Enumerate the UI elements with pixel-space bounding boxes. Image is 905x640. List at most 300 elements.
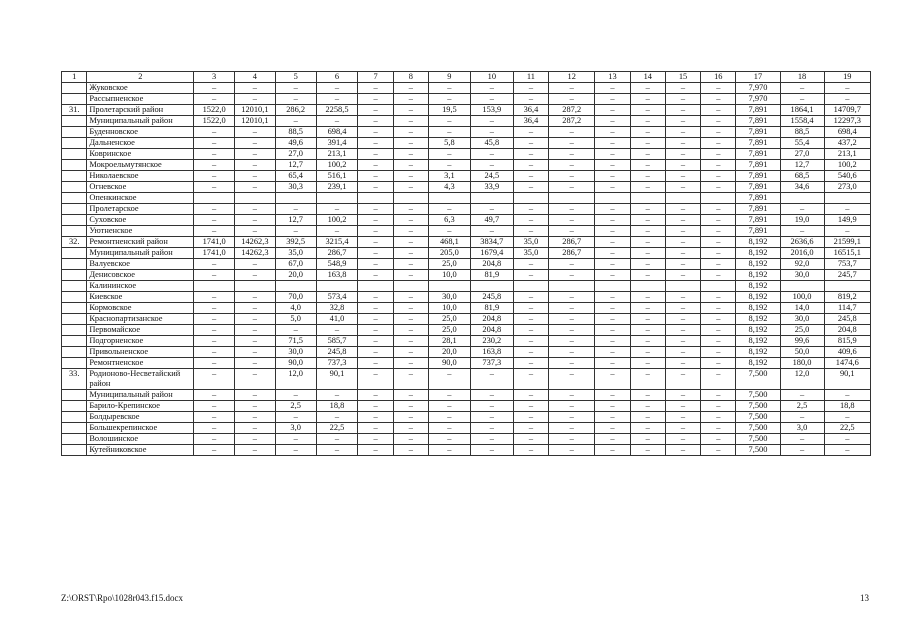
table-cell: 114,7 — [824, 303, 870, 314]
column-header: 1 — [62, 72, 87, 83]
table-cell: – — [701, 412, 736, 423]
table-cell: – — [549, 259, 595, 270]
table-cell: – — [358, 336, 393, 347]
row-number — [62, 358, 87, 369]
table-row — [62, 314, 871, 325]
table-cell: – — [194, 369, 235, 390]
table-cell: – — [780, 226, 824, 237]
table-cell: – — [393, 138, 428, 149]
table-cell: 153,9 — [470, 105, 513, 116]
table-cell: – — [595, 171, 630, 182]
table-cell: – — [630, 116, 665, 127]
table-cell: – — [428, 94, 470, 105]
table-cell: – — [665, 412, 700, 423]
table-cell: – — [235, 303, 276, 314]
table-cell: – — [393, 270, 428, 281]
table-cell: – — [630, 347, 665, 358]
table-cell: – — [358, 314, 393, 325]
table-cell: – — [595, 445, 630, 456]
table-cell: 88,5 — [275, 127, 316, 138]
table-cell: – — [358, 270, 393, 281]
row-number — [62, 226, 87, 237]
table-cell: – — [513, 303, 548, 314]
table-cell: – — [630, 127, 665, 138]
table-cell: – — [194, 138, 235, 149]
row-number — [62, 116, 87, 127]
row-name: Родионово-Несветайский район — [87, 369, 194, 390]
table-row — [62, 171, 871, 182]
table-cell: – — [513, 94, 548, 105]
table-cell: – — [393, 83, 428, 94]
table-row — [62, 116, 871, 127]
table-row — [62, 204, 871, 215]
table-cell: – — [595, 325, 630, 336]
table-cell: – — [194, 303, 235, 314]
row-number — [62, 347, 87, 358]
table-cell: – — [630, 325, 665, 336]
table-cell: – — [194, 423, 235, 434]
table-cell: 204,8 — [470, 314, 513, 325]
table-cell: – — [595, 248, 630, 259]
table-cell: – — [701, 182, 736, 193]
table-cell: 35,0 — [513, 248, 548, 259]
table-cell: 286,7 — [549, 248, 595, 259]
table-cell: – — [358, 116, 393, 127]
table-cell: 1679,4 — [470, 248, 513, 259]
table-cell: – — [824, 412, 870, 423]
row-number — [62, 401, 87, 412]
table-cell: – — [549, 401, 595, 412]
row-name: Дальненское — [87, 138, 194, 149]
column-header: 5 — [275, 72, 316, 83]
table-cell: – — [595, 292, 630, 303]
table-cell: – — [595, 434, 630, 445]
table-cell: 540,6 — [824, 171, 870, 182]
table-cell — [194, 281, 235, 292]
table-cell: 1741,0 — [194, 248, 235, 259]
table-cell: 19,5 — [428, 105, 470, 116]
table-cell: – — [780, 83, 824, 94]
table-cell: – — [470, 390, 513, 401]
table-cell: – — [513, 83, 548, 94]
column-header: 12 — [549, 72, 595, 83]
table-cell — [630, 193, 665, 204]
table-cell: – — [194, 325, 235, 336]
table-cell: – — [701, 292, 736, 303]
table-cell: – — [358, 445, 393, 456]
table-cell: – — [393, 434, 428, 445]
table-cell: – — [275, 445, 316, 456]
table-cell: – — [194, 401, 235, 412]
table-cell: – — [701, 259, 736, 270]
table-cell: – — [470, 445, 513, 456]
table-cell: – — [665, 434, 700, 445]
row-number — [62, 303, 87, 314]
table-cell: 25,0 — [428, 259, 470, 270]
table-cell: 100,2 — [316, 160, 358, 171]
table-cell: 698,4 — [316, 127, 358, 138]
table-cell: 7,500 — [736, 423, 780, 434]
table-cell: – — [235, 336, 276, 347]
table-cell: – — [235, 445, 276, 456]
table-cell: – — [194, 204, 235, 215]
table-cell: 4,0 — [275, 303, 316, 314]
table-cell: – — [549, 325, 595, 336]
table-cell: 3,0 — [780, 423, 824, 434]
table-cell: – — [701, 171, 736, 182]
table-cell: – — [358, 259, 393, 270]
table-cell: 12,7 — [780, 160, 824, 171]
table-cell: – — [665, 215, 700, 226]
table-row — [62, 358, 871, 369]
table-cell: 8,192 — [736, 325, 780, 336]
table-cell: 20,0 — [275, 270, 316, 281]
table-cell: – — [701, 248, 736, 259]
table-cell: – — [630, 149, 665, 160]
table-cell: – — [316, 390, 358, 401]
table-cell: – — [194, 358, 235, 369]
table-cell: – — [630, 237, 665, 248]
table-cell: – — [595, 358, 630, 369]
table-cell: – — [513, 434, 548, 445]
table-cell: 287,2 — [549, 105, 595, 116]
table-cell: – — [393, 204, 428, 215]
table-cell: – — [665, 390, 700, 401]
table-cell: 90,0 — [275, 358, 316, 369]
table-cell: 149,9 — [824, 215, 870, 226]
row-number — [62, 412, 87, 423]
table-cell: – — [358, 138, 393, 149]
table-cell: – — [549, 303, 595, 314]
table-cell: – — [630, 369, 665, 390]
table-row — [62, 127, 871, 138]
table-cell: – — [393, 226, 428, 237]
table-cell: 67,0 — [275, 259, 316, 270]
table-cell: – — [549, 83, 595, 94]
table-cell: 45,8 — [470, 138, 513, 149]
table-cell: 12,0 — [780, 369, 824, 390]
table-cell: – — [428, 445, 470, 456]
table-cell: – — [780, 94, 824, 105]
row-number — [62, 182, 87, 193]
row-number — [62, 204, 87, 215]
table-cell: – — [235, 226, 276, 237]
table-cell: – — [513, 215, 548, 226]
table-cell: 204,8 — [470, 325, 513, 336]
footer-page-number: 13 — [860, 593, 869, 603]
table-cell: – — [630, 83, 665, 94]
table-body — [62, 72, 871, 456]
table-cell: 8,192 — [736, 314, 780, 325]
table-row — [62, 215, 871, 226]
table-cell: 7,891 — [736, 171, 780, 182]
table-row — [62, 292, 871, 303]
table-cell: – — [824, 434, 870, 445]
table-cell: 1522,0 — [194, 116, 235, 127]
table-cell: – — [513, 358, 548, 369]
row-name: Ремонтненское — [87, 358, 194, 369]
table-cell: 12297,3 — [824, 116, 870, 127]
table-cell: 14,0 — [780, 303, 824, 314]
table-cell: 12,7 — [275, 215, 316, 226]
table-cell: – — [393, 292, 428, 303]
table-cell: – — [235, 390, 276, 401]
table-cell: 5,8 — [428, 138, 470, 149]
table-cell: 286,7 — [549, 237, 595, 248]
table-cell: 68,5 — [780, 171, 824, 182]
table-cell: – — [358, 237, 393, 248]
table-cell: – — [595, 237, 630, 248]
table-cell: 737,3 — [470, 358, 513, 369]
table-cell: 245,8 — [470, 292, 513, 303]
table-cell: 7,891 — [736, 138, 780, 149]
table-cell: – — [549, 127, 595, 138]
table-cell: 7,891 — [736, 182, 780, 193]
table-cell: 55,4 — [780, 138, 824, 149]
table-cell: 14262,3 — [235, 237, 276, 248]
row-name: Болдыревское — [87, 412, 194, 423]
table-cell: – — [701, 434, 736, 445]
table-cell: – — [549, 423, 595, 434]
table-cell: – — [470, 423, 513, 434]
table-cell: – — [630, 105, 665, 116]
table-cell: – — [549, 138, 595, 149]
row-number — [62, 248, 87, 259]
table-cell: 7,891 — [736, 226, 780, 237]
table-cell: – — [824, 204, 870, 215]
table-cell — [513, 281, 548, 292]
column-header: 18 — [780, 72, 824, 83]
table-cell: – — [393, 237, 428, 248]
table-cell: 19,0 — [780, 215, 824, 226]
table-cell — [470, 193, 513, 204]
table-cell: – — [630, 248, 665, 259]
table-cell: – — [194, 182, 235, 193]
table-cell: 204,8 — [470, 259, 513, 270]
table-cell: – — [665, 237, 700, 248]
table-cell: – — [428, 160, 470, 171]
table-cell: – — [549, 149, 595, 160]
column-header: 3 — [194, 72, 235, 83]
table-cell: – — [549, 94, 595, 105]
table-cell: – — [513, 138, 548, 149]
table-cell: – — [595, 336, 630, 347]
table-cell: – — [393, 149, 428, 160]
table-cell: 49,7 — [470, 215, 513, 226]
table-cell: – — [470, 83, 513, 94]
table-cell — [665, 281, 700, 292]
table-cell: – — [316, 226, 358, 237]
table-cell: 516,1 — [316, 171, 358, 182]
table-cell: – — [701, 215, 736, 226]
table-cell — [701, 281, 736, 292]
table-cell: – — [358, 226, 393, 237]
table-cell: 8,192 — [736, 347, 780, 358]
table-cell: – — [595, 105, 630, 116]
table-cell: 81,9 — [470, 270, 513, 281]
table-row — [62, 83, 871, 94]
table-cell: – — [630, 423, 665, 434]
table-cell — [235, 193, 276, 204]
table-cell: – — [470, 160, 513, 171]
table-cell: – — [665, 358, 700, 369]
table-cell: 1522,0 — [194, 105, 235, 116]
row-name: Привольненское — [87, 347, 194, 358]
table-cell: – — [824, 83, 870, 94]
table-cell: 50,0 — [780, 347, 824, 358]
table-cell: – — [470, 127, 513, 138]
table-cell: – — [235, 182, 276, 193]
table-cell — [428, 193, 470, 204]
table-cell: – — [665, 347, 700, 358]
column-header: 14 — [630, 72, 665, 83]
table-row — [62, 336, 871, 347]
row-name: Киевское — [87, 292, 194, 303]
table-row — [62, 248, 871, 259]
table-cell: – — [780, 412, 824, 423]
row-number — [62, 149, 87, 160]
table-cell: – — [470, 204, 513, 215]
table-cell: – — [513, 270, 548, 281]
table-cell: – — [595, 138, 630, 149]
table-cell: – — [665, 83, 700, 94]
table-cell: 287,2 — [549, 116, 595, 127]
table-cell: – — [393, 369, 428, 390]
column-header: 13 — [595, 72, 630, 83]
table-cell: – — [235, 347, 276, 358]
table-cell: 25,0 — [428, 314, 470, 325]
table-cell: – — [549, 160, 595, 171]
row-name: Ремонтненский район — [87, 237, 194, 248]
table-cell: – — [630, 94, 665, 105]
row-name: Кутейниковское — [87, 445, 194, 456]
table-cell: 7,970 — [736, 94, 780, 105]
table-cell: – — [470, 94, 513, 105]
table-cell: 22,5 — [316, 423, 358, 434]
table-cell — [665, 193, 700, 204]
table-cell — [595, 193, 630, 204]
row-name: Муниципальный район — [87, 390, 194, 401]
table-cell: – — [701, 270, 736, 281]
table-cell: – — [316, 83, 358, 94]
column-header: 11 — [513, 72, 548, 83]
table-cell: – — [316, 434, 358, 445]
row-name: Большекрепинское — [87, 423, 194, 434]
table-cell — [513, 193, 548, 204]
table-row — [62, 237, 871, 248]
table-cell: – — [595, 314, 630, 325]
table-cell — [595, 281, 630, 292]
table-cell: – — [513, 127, 548, 138]
column-header: 8 — [393, 72, 428, 83]
table-cell — [194, 193, 235, 204]
table-cell: 753,7 — [824, 259, 870, 270]
data-table — [61, 71, 871, 456]
table-cell: – — [630, 171, 665, 182]
table-cell: – — [194, 171, 235, 182]
table-cell: – — [701, 314, 736, 325]
table-row — [62, 445, 871, 456]
table-cell: – — [316, 94, 358, 105]
table-cell: 409,6 — [824, 347, 870, 358]
column-header: 7 — [358, 72, 393, 83]
table-cell: 213,1 — [316, 149, 358, 160]
table-cell: 8,192 — [736, 259, 780, 270]
table-cell: 239,1 — [316, 182, 358, 193]
table-cell: – — [316, 116, 358, 127]
table-cell: 7,891 — [736, 105, 780, 116]
table-cell: – — [358, 401, 393, 412]
table-cell: 7,891 — [736, 116, 780, 127]
table-cell: – — [358, 434, 393, 445]
table-cell: 28,1 — [428, 336, 470, 347]
table-cell: – — [780, 445, 824, 456]
table-cell: – — [701, 105, 736, 116]
table-cell: – — [393, 445, 428, 456]
table-cell: 548,9 — [316, 259, 358, 270]
table-cell: – — [470, 412, 513, 423]
table-row — [62, 401, 871, 412]
row-number — [62, 325, 87, 336]
table-cell: – — [595, 215, 630, 226]
table-cell: – — [595, 94, 630, 105]
row-name: Буденновское — [87, 127, 194, 138]
table-cell: – — [470, 149, 513, 160]
table-cell: – — [701, 94, 736, 105]
table-cell: – — [275, 226, 316, 237]
table-cell: – — [549, 347, 595, 358]
footer-file-path: Z:\ORST\Rpo\1028r043.f15.docx — [61, 593, 183, 603]
row-name: Калининское — [87, 281, 194, 292]
table-cell: – — [701, 204, 736, 215]
table-cell: 7,500 — [736, 434, 780, 445]
table-cell: – — [393, 412, 428, 423]
column-header: 19 — [824, 72, 870, 83]
table-cell: – — [665, 204, 700, 215]
table-cell: 5,0 — [275, 314, 316, 325]
table-cell: 180,0 — [780, 358, 824, 369]
table-cell: – — [701, 336, 736, 347]
row-name: Краснопартизанское — [87, 314, 194, 325]
table-cell — [358, 193, 393, 204]
table-cell: 8,192 — [736, 336, 780, 347]
table-cell: – — [194, 94, 235, 105]
table-cell: – — [630, 314, 665, 325]
table-cell: – — [780, 434, 824, 445]
table-cell: 10,0 — [428, 270, 470, 281]
table-cell: 30,0 — [780, 314, 824, 325]
table-cell: – — [393, 127, 428, 138]
table-cell: 24,5 — [470, 171, 513, 182]
table-cell: 698,4 — [824, 127, 870, 138]
table-cell: – — [275, 94, 316, 105]
table-cell: – — [701, 127, 736, 138]
column-header: 4 — [235, 72, 276, 83]
table-cell: – — [194, 390, 235, 401]
table-cell: – — [316, 204, 358, 215]
table-cell: – — [393, 390, 428, 401]
table-cell: – — [665, 171, 700, 182]
table-cell: – — [549, 204, 595, 215]
table-cell: 12,7 — [275, 160, 316, 171]
row-name: Мокроельмутянское — [87, 160, 194, 171]
table-cell: – — [393, 325, 428, 336]
table-cell: – — [549, 314, 595, 325]
column-header: 6 — [316, 72, 358, 83]
table-cell: – — [275, 412, 316, 423]
table-cell: – — [235, 215, 276, 226]
table-cell — [393, 281, 428, 292]
